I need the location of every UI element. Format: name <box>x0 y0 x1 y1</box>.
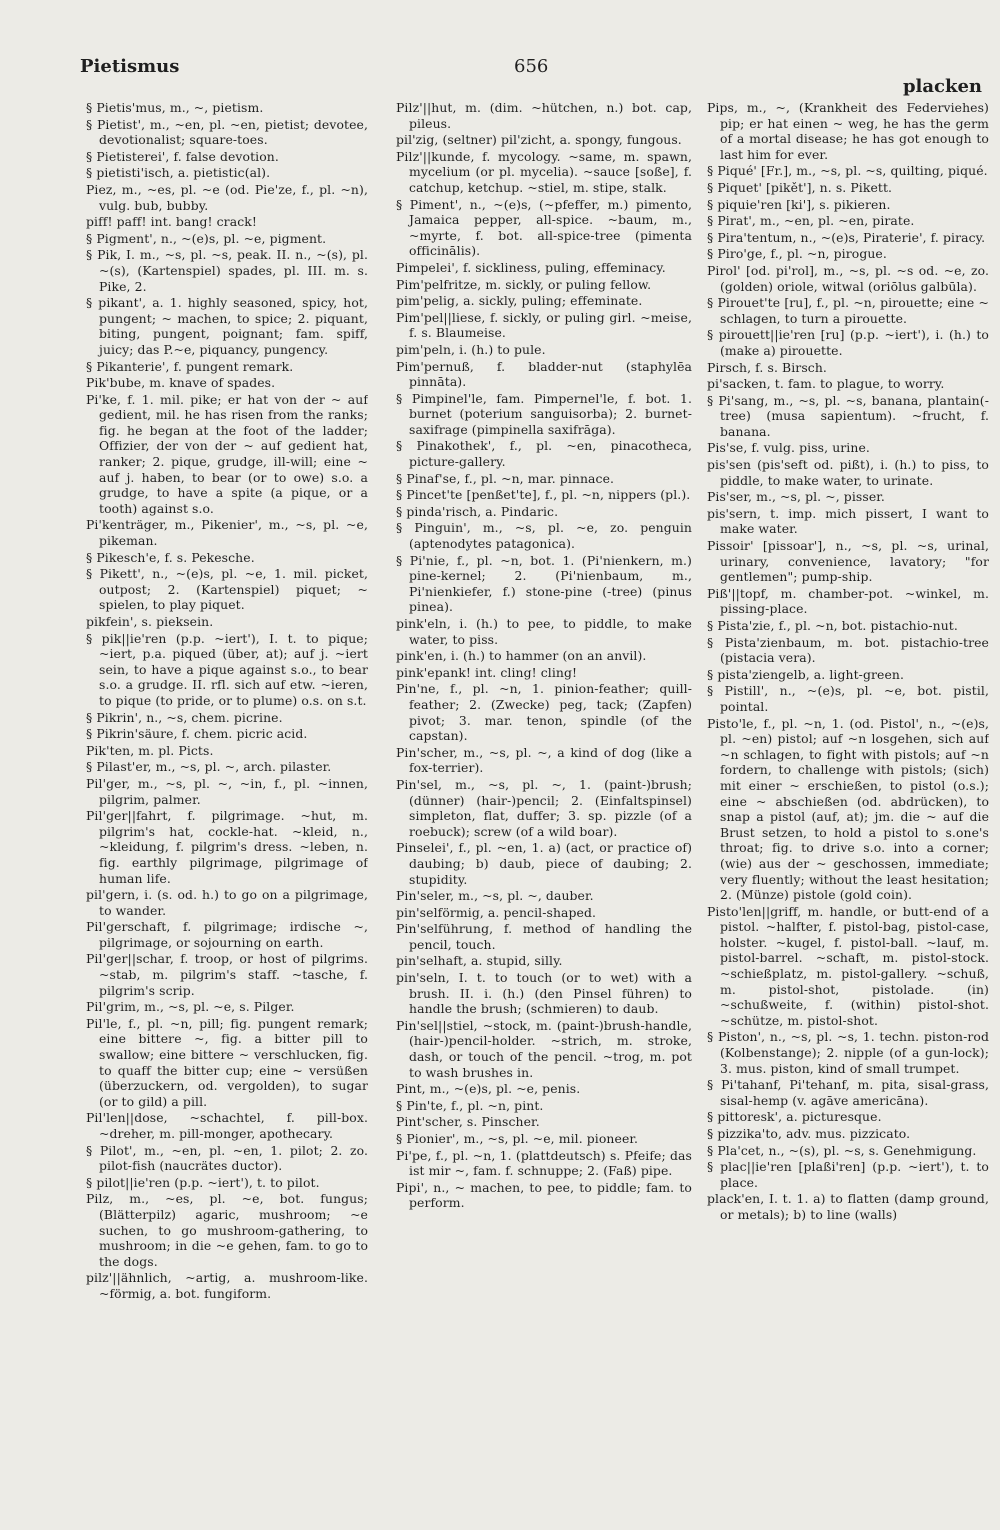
dictionary-entry: § Piquet' [pikět'], n. s. Pikett. <box>707 179 893 195</box>
dictionary-entry: piff! paff! int. bang! crack! <box>86 214 257 230</box>
column-right <box>707 100 989 1500</box>
dictionary-entry: Pilz, m., ~es, pl. ~e, bot. fungus; (Blätterpilz) agaric, mushroom; ~e suchen, to go mushroom-gathering, to mushroom; in die ~e gehen, fam. to go to the dogs. <box>86 1191 368 1269</box>
dictionary-entry: § Pinguin', m., ~s, pl. ~e, zo. penguin (aptenodytes patagonica). <box>396 520 692 552</box>
column-left <box>86 100 368 1500</box>
dictionary-entry: § Pin'te, f., pl. ~n, pint. <box>396 1097 544 1113</box>
dictionary-entry: § Pikrin'säure, f. chem. picric acid. <box>86 726 308 742</box>
dictionary-entry: Pin'sel||stiel, ~stock, m. (paint-)brush-handle, (hair-)pencil-holder. ~strich, m. stroke, dash, or touch of the pencil. ~trog, m. pot to wash brushes in. <box>396 1017 692 1080</box>
dictionary-entry: § pittoresk', a. picturesque. <box>707 1109 882 1125</box>
dictionary-entry: pin'selhaft, a. stupid, silly. <box>396 953 563 969</box>
dictionary-entry: Pinselei', f., pl. ~en, 1. a) (act, or practice of) daubing; b) daub, piece of daubing; 2. stupidity. <box>396 840 692 887</box>
dictionary-entry: Pil'le, f., pl. ~n, pill; fig. pungent remark; eine bittere ~, fig. a bitter pill to swallow; eine bittere ~ verschlucken, fig. to quaff the bitter cup; eine ~ versüßen (überzuckern, od. vergolden), to sugar (or to gild) a pill. <box>86 1015 368 1109</box>
dictionary-entry: § Pilast'er, m., ~s, pl. ~, arch. pilaster. <box>86 759 332 775</box>
dictionary-entry: pil'gern, i. (s. od. h.) to go on a pilgrimage, to wander. <box>86 887 368 918</box>
dictionary-entry: § Pinakothek', f., pl. ~en, pinacotheca, picture-gallery. <box>396 438 692 470</box>
page-header <box>80 56 982 97</box>
dictionary-entry: Pin'selführung, f. method of handling the pencil, touch. <box>396 921 692 952</box>
dictionary-entry: Pi'kenträger, m., Pikenier', m., ~s, pl. ~e, pikeman. <box>86 517 368 549</box>
dictionary-entry: Pim'pelfritze, m. sickly, or puling fellow. <box>396 276 652 292</box>
dictionary-entry: Pilz'||hut, m. (dim. ~hütchen, n.) bot. cap, pileus. <box>396 100 692 131</box>
dictionary-entry: § Pi'sang, m., ~s, pl. ~s, banana, plantain(-tree) (musa sapientum). ~frucht, f. banana. <box>707 392 989 439</box>
dictionary-entry: pink'en, i. (h.) to hammer (on an anvil). <box>396 648 647 664</box>
dictionary-entry: § piquie'ren [ki'], s. pikieren. <box>707 196 891 212</box>
dictionary-entry: § pilot||ie'ren (p.p. ~iert'), t. to pilot. <box>86 1174 320 1190</box>
dictionary-entry: § Pikanterie', f. pungent remark. <box>86 358 294 374</box>
dictionary-entry: Pik'ten, m. pl. Picts. <box>86 742 214 758</box>
dictionary-entry: § Pigment', n., ~(e)s, pl. ~e, pigment. <box>86 230 327 246</box>
dictionary-entry: Pint'scher, s. Pinscher. <box>396 1114 540 1130</box>
dictionary-entry: § Pista'zienbaum, m. bot. pistachio-tree (pistacia vera). <box>707 634 989 666</box>
dictionary-entry: § pista'ziengelb, a. light-green. <box>707 666 905 682</box>
dictionary-entry: Pin'seler, m., ~s, pl. ~, dauber. <box>396 888 594 904</box>
dictionary-entry: pink'eln, i. (h.) to pee, to piddle, to make water, to piss. <box>396 616 692 647</box>
dictionary-entry: Piez, m., ~es, pl. ~e (od. Pie'ze, f., pl. ~n), vulg. bub, bubby. <box>86 181 368 213</box>
dictionary-entry: Pil'len||dose, ~schachtel, f. pill-box. ~dreher, m. pill-monger, apothecary. <box>86 1110 368 1141</box>
page-number: 656 <box>514 56 549 77</box>
dictionary-entry: § pik||ie'ren (p.p. ~iert'), I. t. to pique; ~iert, p.a. piqued (über, at); auf j. ~iert sein, to have a pique against s.o., to bear s.o. a grudge. II. rfl. sich auf etw. ~ieren, to pique (to pride, or to plume) o.s. on s.t. <box>86 630 368 708</box>
dictionary-entry: Pips, m., ~, (Krankheit des Federviehes) pip; er hat einen ~ weg, he has the germ of a mortal disease; he has got enough to last him for ever. <box>707 100 989 162</box>
dictionary-entry: § Pinaf'se, f., pl. ~n, mar. pinnace. <box>396 470 615 486</box>
dictionary-entry: Pint, m., ~(e)s, pl. ~e, penis. <box>396 1081 581 1097</box>
dictionary-entry: pim'pelig, a. sickly, puling; effeminate. <box>396 293 643 309</box>
dictionary-entry: § pirouett||ie'ren [ru] (p.p. ~iert'), i. (h.) to (make a) pirouette. <box>707 327 989 358</box>
dictionary-entry: pin'seln, I. t. to touch (or to wet) with a brush. II. i. (h.) (den Pinsel führen) to handle the brush; (schmieren) to daub. <box>396 970 692 1017</box>
dictionary-entry: Pis'ser, m., ~s, pl. ~, pisser. <box>707 489 885 505</box>
dictionary-entry: § Pincet'te [penßet'te], f., pl. ~n, nippers (pl.). <box>396 487 691 503</box>
dictionary-entry: Pin'scher, m., ~s, pl. ~, a kind of dog (like a fox-terrier). <box>396 744 692 776</box>
dictionary-entry: § Pirat', m., ~en, pl. ~en, pirate. <box>707 213 915 229</box>
header-right-word: placken <box>902 76 982 97</box>
dictionary-entry: Pil'ger, m., ~s, pl. ~, ~in, f., pl. ~innen, pilgrim, palmer. <box>86 775 368 807</box>
dictionary-entry: § plac||ie'ren [plaßi'ren] (p.p. ~iert'), t. to place. <box>707 1159 989 1190</box>
dictionary-entry: pink'epank! int. cling! cling! <box>396 664 578 680</box>
dictionary-entry: § Piment', n., ~(e)s, (~pfeffer, m.) pimento, Jamaica pepper, all-spice. ~baum, m., ~myrte, f. bot. all-spice-tree (pimenta officinālis). <box>396 196 692 259</box>
dictionary-entry: pim'peln, i. (h.) to pule. <box>396 341 546 357</box>
dictionary-entry: § Pira'tentum, n., ~(e)s, Piraterie', f. piracy. <box>707 229 986 245</box>
dictionary-entry: § Pirouet'te [ru], f., pl. ~n, pirouette; eine ~ schlagen, to turn a pirouette. <box>707 295 989 326</box>
dictionary-entry: § Pi'tahanf, Pi'tehanf, m. pita, sisal-grass, sisal-hemp (v. agāve americāna). <box>707 1077 989 1108</box>
dictionary-entry: § Pilot', m., ~en, pl. ~en, 1. pilot; 2. zo. pilot-fish (naucrätes ductor). <box>86 1142 368 1174</box>
dictionary-entry: Pipi', n., ~ machen, to pee, to piddle; fam. to perform. <box>396 1179 692 1211</box>
dictionary-entry: Pirsch, f. s. Birsch. <box>707 359 827 375</box>
dictionary-entry: Pis'se, f. vulg. piss, urine. <box>707 440 870 456</box>
dictionary-entry: § Pionier', m., ~s, pl. ~e, mil. pioneer. <box>396 1131 639 1146</box>
dictionary-entry: § Piqué' [Fr.], m., ~s, pl. ~s, quilting, piqué. <box>707 163 988 179</box>
dictionary-entry: pi'sacken, t. fam. to plague, to worry. <box>707 376 945 392</box>
dictionary-entry: § Piston', n., ~s, pl. ~s, 1. techn. piston-rod (Kolbenstange); 2. nipple (of a gun-lock); 3. mus. piston, kind of small trumpet. <box>707 1029 989 1076</box>
dictionary-entry: § Pik, I. m., ~s, pl. ~s, peak. II. n., ~(s), pl. ~(s), (Kartenspiel) spades, pl. III. m. s. Pike, 2. <box>86 247 368 294</box>
dictionary-entry: pil'zig, (seltner) pil'zicht, a. spongy, fungous. <box>396 132 682 148</box>
header-left-word: Pietismus <box>80 56 180 77</box>
dictionary-entry: Pin'sel, m., ~s, pl. ~, 1. (paint-)brush; (dünner) (hair-)pencil; 2. (Einfaltspinsel) simpleton, flat, duffer; 3. sp. pizzle (of a roebuck); screw (of a wild boar). <box>396 776 692 839</box>
dictionary-entry: § Pikrin', n., ~s, chem. picrine. <box>86 709 283 725</box>
dictionary-entry: § pietisti'isch, a. pietistic(al). <box>86 165 271 181</box>
dictionary-entry: Pi'pe, f., pl. ~n, 1. (plattdeutsch) s. Pfeife; das ist mir ~, fam. f. schnuppe; 2. (Faß) pipe. <box>396 1147 692 1179</box>
dictionary-entry: § Pimpinel'le, fam. Pimpernel'le, f. bot. 1. burnet (poterium sanguisorba); 2. burnet-saxifrage (pimpinella saxifrāga). <box>396 390 692 437</box>
dictionary-entry: plack'en, I. t. 1. a) to flatten (damp ground, or metals); b) to line (walls) <box>707 1191 989 1222</box>
dictionary-entry: Pirol' [od. pi'rol], m., ~s, pl. ~s od. ~e, zo. (golden) oriole, witwal (oriōlus galbūla). <box>707 262 989 294</box>
dictionary-entry: Pisto'len||griff, m. handle, or butt-end of a pistol. ~halfter, f. pistol-bag, pistol-case, holster. ~kugel, f. pistol-ball. ~lauf, m. pistol-barrel. ~schaft, m. pistol-stock. ~schießplatz, m. pistol-gallery. ~schuß, m. pistol-shot, pistolade. (in) ~schußweite, f. (within) pistol-shot. ~schütze, m. pistol-shot. <box>707 903 989 1028</box>
dictionary-entry: Pissoir' [pissoar'], n., ~s, pl. ~s, urinal, urinary, convenience, lavatory; "for gentlemen"; pump-ship. <box>707 538 989 585</box>
dictionary-entry: Pimpelei', f. sickliness, puling, effeminacy. <box>396 259 666 275</box>
dictionary-entry: Pik'bube, m. knave of spades. <box>86 375 276 391</box>
dictionary-entry: Piß'||topf, m. chamber-pot. ~winkel, m. pissing-place. <box>707 585 989 617</box>
dictionary-entry: § Pietis'mus, m., ~, pietism. <box>86 100 264 115</box>
dictionary-entry: § Pistill', n., ~(e)s, pl. ~e, bot. pistil, pointal. <box>707 683 989 714</box>
dictionary-entry: pis'sern, t. imp. mich pissert, I want to make water. <box>707 505 989 537</box>
dictionary-entry: Pil'gerschaft, f. pilgrimage; irdische ~, pilgrimage, or sojourning on earth. <box>86 919 368 950</box>
dictionary-entry: Pim'pel||liese, f. sickly, or puling girl. ~meise, f. s. Blaumeise. <box>396 309 692 341</box>
column-middle <box>396 100 692 1500</box>
dictionary-entry: Pin'ne, f., pl. ~n, 1. pinion-feather; quill-feather; 2. (Zwecke) peg, tack; (Zapfen) pivot; 3. mar. tenon, spindle (of the capstan). <box>396 681 692 744</box>
dictionary-entry: § Pla'cet, n., ~(s), pl. ~s, s. Genehmigung. <box>707 1142 977 1158</box>
dictionary-entry: § Pista'zie, f., pl. ~n, bot. pistachio-nut. <box>707 618 958 633</box>
dictionary-entry: pikfein', s. pieksein. <box>86 614 214 629</box>
dictionary-entry: Pil'ger||fahrt, f. pilgrimage. ~hut, m. pilgrim's hat, cockle-hat. ~kleid, n., ~kleidung, f. pilgrim's dress. ~leben, n. fig. earthly pilgrimage, pilgrimage of human life. <box>86 808 368 886</box>
dictionary-entry: § Pikett', n., ~(e)s, pl. ~e, 1. mil. picket, outpost; 2. (Kartenspiel) piquet; ~ spielen, to play piquet. <box>86 566 368 613</box>
dictionary-entry: § pikant', a. 1. highly seasoned, spicy, hot, pungent; ~ machen, to spice; 2. piquant, biting, pungent, poignant; fam. spiff, juicy; das P.~e, piquancy, pungency. <box>86 295 368 357</box>
dictionary-entry: Pisto'le, f., pl. ~n, 1. (od. Pistol', n., ~(e)s, pl. ~en) pistol; auf ~n losgehen, sich auf ~n schlagen, to fight with pistols; auf ~n fordern, to challenge with pistols; (sich) mit einer ~ erschießen, to pistol (o.s.); eine ~ abschießen (od. abdrücken), to snap a pistol (auf, at); jm. die ~ auf die Brust setzen, to hold a pistol to s.one's throat; fig. to drive s.o. into a corner; (wie) aus der ~ geschossen, immediate; very fluently; without the least hesitation; 2. (Münze) pistole (gold coin). <box>707 715 989 903</box>
dictionary-entry: § Pietisterei', f. false devotion. <box>86 148 279 164</box>
dictionary-entry: pilz'||ähnlich, ~artig, a. mushroom-like. ~förmig, a. bot. fungiform. <box>86 1270 368 1301</box>
dictionary-entry: § Pikesch'e, f. s. Pekesche. <box>86 549 255 565</box>
dictionary-entry: pis'sen (pis'seft od. pißt), i. (h.) to piss, to piddle, to make water, to urinate. <box>707 457 989 488</box>
dictionary-entry: Pil'ger||schar, f. troop, or host of pilgrims. ~stab, m. pilgrim's staff. ~tasche, f. pilgrim's scrip. <box>86 951 368 998</box>
dictionary-entry: Pil'grim, m., ~s, pl. ~e, s. Pilger. <box>86 999 295 1015</box>
dictionary-entry: § Piro'ge, f., pl. ~n, pirogue. <box>707 246 887 262</box>
dictionary-entry: Pim'pernuß, f. bladder-nut (staphylēa pinnāta). <box>396 358 692 390</box>
dictionary-entry: § pizzika'to, adv. mus. pizzicato. <box>707 1126 911 1141</box>
dictionary-entry: Pilz'||kunde, f. mycology. ~same, m. spawn, mycelium (or pl. mycelia). ~sauce [soße], f. catchup, ketchup. ~stiel, m. stipe, stalk. <box>396 148 692 195</box>
dictionary-entry: pin'selförmig, a. pencil-shaped. <box>396 904 597 920</box>
dictionary-entry: § pinda'risch, a. Pindaric. <box>396 503 559 519</box>
dictionary-entry: § Pietist', m., ~en, pl. ~en, pietist; devotee, devotionalist; square-toes. <box>86 116 368 148</box>
dictionary-entry: Pi'ke, f. 1. mil. pike; er hat von der ~ auf gedient, mil. he has risen from the ranks; fig. he began at the foot of the ladder; Offizier, der von der ~ auf gedient hat, ranker; 2. pique, grudge, ill-will; eine ~ auf j. haben, to bear (or to owe) s.o. a grudge, to have a spite (a pique, or a tooth) against s.o. <box>86 391 368 516</box>
dictionary-entry: § Pi'nie, f., pl. ~n, bot. 1. (Pi'nienkern, m.) pine-kernel; 2. (Pi'nienbaum, m., Pi'nienkiefer, f.) stone-pine (-tree) (pinus pinea). <box>396 552 692 615</box>
